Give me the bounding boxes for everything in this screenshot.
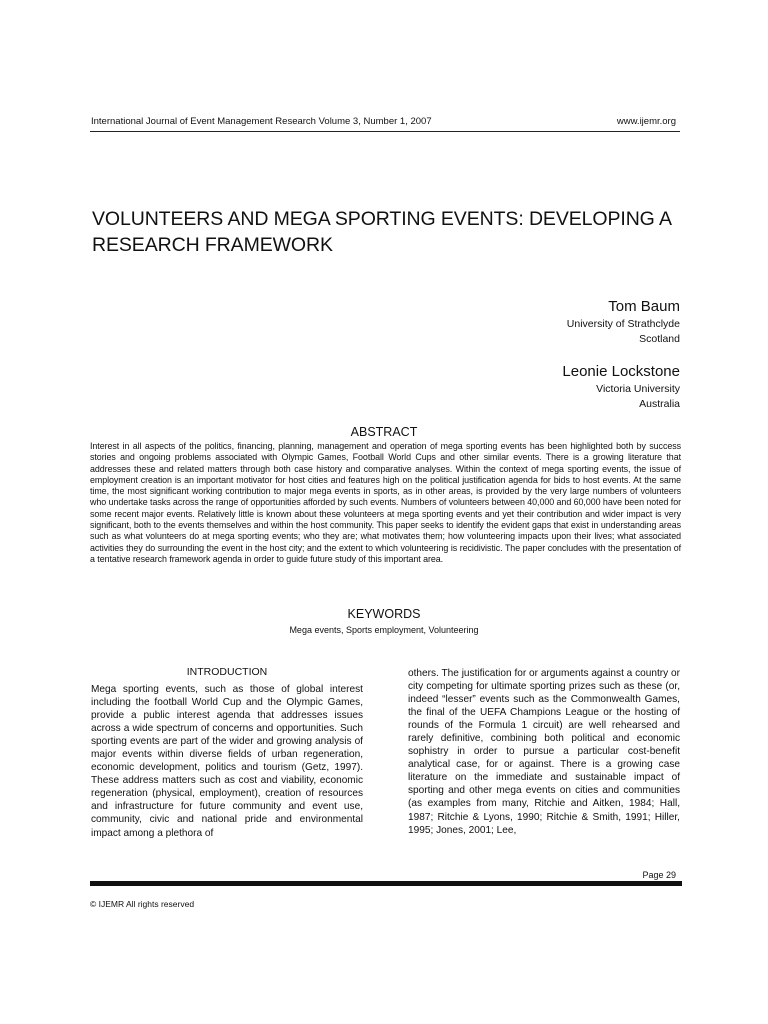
title-line-2: RESEARCH FRAMEWORK (92, 234, 333, 256)
intro-left-column: Mega sporting events, such as those of global interest including the football World Cup and the Olympic Games, provide a public interest agenda that addresses issues across a wide spectrum of concerns and opportunities. Such sporting events are part of the wider and growing analysis of major events within diverse fields of urban regeneration, economic development, politics and tourism (Getz, 1997). These address matters such as cost and viability, economic regeneration (physical, employment), creation of resources and infrastructure for future community and event use, community, civic and national pride and environmental impact among a plethora of (91, 684, 363, 839)
abstract-heading: ABSTRACT (350, 425, 418, 439)
author-block-2 (562, 363, 680, 411)
journal-header: International Journal of Event Management Research Volume 3, Number 1, 2007 (91, 116, 432, 127)
footer-rule (90, 881, 682, 886)
keywords-text: Mega events, Sports employment, Volunteering (289, 625, 479, 635)
author-name: Leonie Lockstone (562, 363, 680, 380)
author-country: Australia (639, 397, 680, 410)
author-country: Scotland (639, 332, 680, 345)
intro-right-column: others. The justification for or arguments against a country or city competing for ultimate sporting prizes such as these (or, indeed “lesser” events such as the Commonwealth Games, the final of the UEFA Champions League or the hosting of rounds of the Formula 1 circuit) are well rehearsed and rarely definitive, combining both political and economic sophistry in order to pursue a particular cost-benefit analytical case, for or against. There is a growing case literature on the immediate and sustainable impact of sporting and other mega events on cities and communities (as examples from many, Ritchie and Aitken, 1984; Hall, 1987; Ritchie & Lyons, 1990; Ritchie & Smith, 1991; Hiller, 1995; Jones, 2001; Lee, (408, 668, 680, 836)
keywords-heading: KEYWORDS (347, 607, 421, 621)
journal-url: www.ijemr.org (616, 116, 676, 127)
header-rule (90, 131, 680, 132)
copyright-notice: © IJEMR All rights reserved (90, 899, 195, 909)
author-affiliation: University of Strathclyde (566, 318, 680, 330)
page-number: Page 29 (642, 870, 676, 880)
paper-title (92, 206, 682, 258)
abstract-text: Interest in all aspects of the politics, financing, planning, management and operation of mega sporting events has been highlighted both by success stories and ongoing problems associated with Olympic Games, Football World Cups and other similar events. There is a growing literature that addresses these and related matters through both case history and comparative analyses. Within the context of mega sporting events, the issue of employment creation is an important motivator for host cities and features high on the political justification agenda for bids to host events. At the same time, the most significant working contribution to major mega events in sports, as in other areas, is provided by the very large numbers of volunteers who undertake tasks across the range of opportunities afforded by such events. Numbers of volunteers between 40,000 and 60,000 have been noted for some recent major events. Relatively little is known about these volunteers at mega sporting events and yet their contribution and wider impact is very significant, both to the events themselves and within the host community. This paper seeks to identify the evident gaps that exist in understanding areas such as what volunteers do at mega sporting events; who they are; what motivates them; how volunteering impacts upon their lives; what associated activities they do surrounding the event in the host city; and the extent to which volunteering is recidivistic. The paper concludes with the presentation of a tentative research framework agenda in order to guide future study of this important area. (90, 441, 681, 564)
author-affiliation: Victoria University (596, 383, 680, 395)
introduction-heading: INTRODUCTION (186, 666, 268, 678)
author-name: Tom Baum (608, 298, 680, 315)
author-block-1 (567, 298, 680, 346)
title-line-1: VOLUNTEERS AND MEGA SPORTING EVENTS: DEVELOPING A (92, 208, 672, 230)
